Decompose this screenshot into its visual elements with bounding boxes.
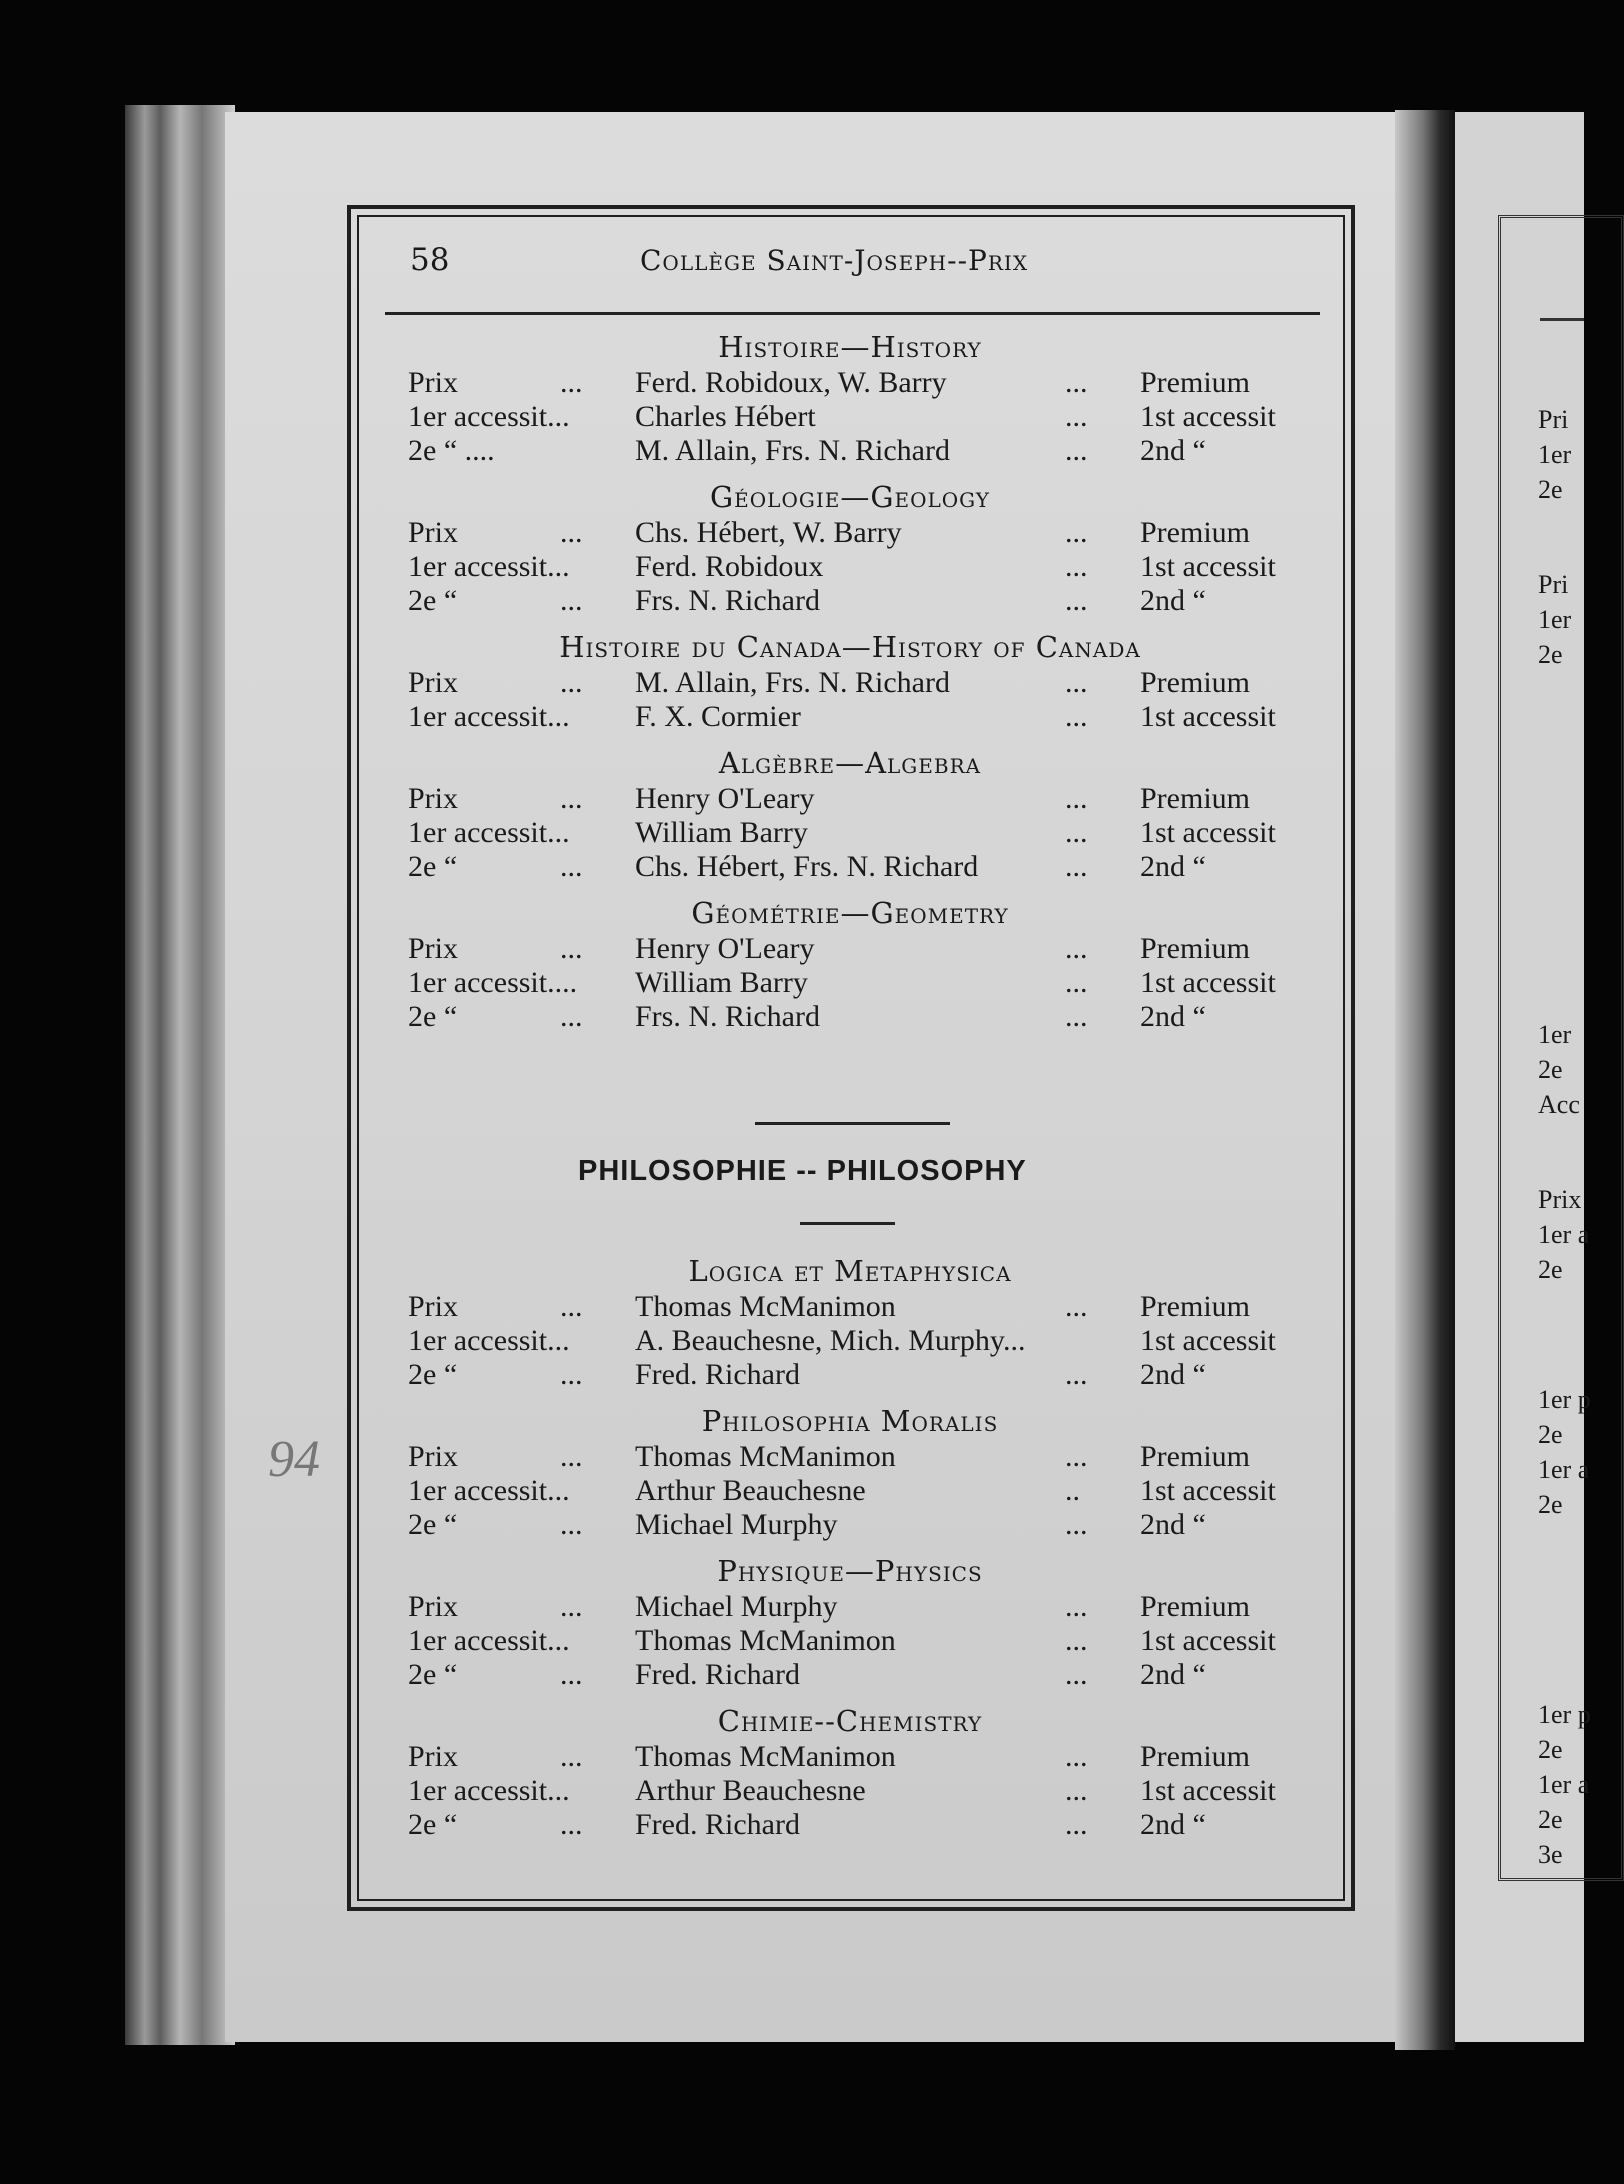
section-title: Algèbre—Algebra <box>718 746 982 780</box>
row-leader-1: ... <box>560 1290 583 1323</box>
row-label: 2e “ <box>408 1658 458 1691</box>
row-leader-2: ... <box>1065 400 1088 433</box>
prize-section <box>370 478 1330 618</box>
row-english: Premium <box>1140 782 1250 815</box>
facing-page-fragment: Prix <box>1538 1185 1582 1214</box>
row-name: William Barry <box>635 966 808 999</box>
row-english: 2nd “ <box>1140 434 1206 467</box>
facing-page-fragment: 1er <box>1538 440 1572 469</box>
row-leader-1: ... <box>560 1440 583 1473</box>
section-title: Physique—Physics <box>717 1554 983 1588</box>
book-page-edges <box>125 105 235 2045</box>
row-leader-1: ... <box>560 1808 583 1841</box>
book-gutter <box>1395 110 1455 2050</box>
facing-page-fragment: 1er p <box>1538 1385 1591 1414</box>
facing-page-fragment: Pri <box>1538 405 1569 434</box>
row-label: 1er accessit... <box>408 1474 570 1507</box>
row-leader-2: ... <box>1065 932 1088 965</box>
prize-row <box>370 1740 1330 1774</box>
row-english: 1st accessit <box>1140 550 1276 583</box>
prize-section <box>370 1702 1330 1842</box>
row-leader-2: ... <box>1065 1590 1088 1623</box>
row-label: 1er accessit... <box>408 1624 570 1657</box>
prize-section <box>370 744 1330 884</box>
row-name: Michael Murphy <box>635 1508 838 1541</box>
row-label: Prix <box>408 1590 459 1623</box>
row-english: 2nd “ <box>1140 1808 1206 1841</box>
row-name: Henry O'Leary <box>635 782 815 815</box>
row-english: Premium <box>1140 1740 1250 1773</box>
philosophy-heading: PHILOSOPHIE -- PHILOSOPHY <box>578 1155 1027 1187</box>
row-leader-2: ... <box>1065 966 1088 999</box>
facing-page-fragment: 3e <box>1538 1840 1563 1869</box>
row-leader-2: ... <box>1065 1358 1088 1391</box>
row-label: Prix <box>408 1440 459 1473</box>
prize-section <box>370 894 1330 1034</box>
row-english: Premium <box>1140 1590 1250 1623</box>
row-leader-1: ... <box>560 782 583 815</box>
row-leader-2: ... <box>1065 816 1088 849</box>
row-english: 2nd “ <box>1140 1358 1206 1391</box>
row-english: 1st accessit <box>1140 400 1276 433</box>
row-leader-1: ... <box>560 1000 583 1033</box>
section-title: Géologie—Geology <box>710 480 990 514</box>
row-english: 1st accessit <box>1140 1624 1276 1657</box>
prize-row <box>370 1590 1330 1624</box>
row-label: Prix <box>408 666 459 699</box>
prize-row <box>370 400 1330 434</box>
row-name: William Barry <box>635 816 808 849</box>
row-name: Michael Murphy <box>635 1590 838 1623</box>
facing-page-fragment: 1er a <box>1538 1455 1590 1484</box>
row-leader-2: ... <box>1065 700 1088 733</box>
row-label: 2e “ <box>408 850 458 883</box>
row-leader-2: ... <box>1065 782 1088 815</box>
facing-page-fragment: Pri <box>1538 570 1569 599</box>
row-label: 2e “ <box>408 1358 458 1391</box>
facing-page-fragment: 2e <box>1538 1255 1563 1284</box>
prize-row <box>370 966 1330 1000</box>
prize-row <box>370 584 1330 618</box>
facing-page-rule <box>1540 318 1584 321</box>
row-english: Premium <box>1140 1440 1250 1473</box>
row-leader-1: ... <box>560 366 583 399</box>
row-name: Frs. N. Richard <box>635 584 820 617</box>
facing-page-fragment: 1er p <box>1538 1700 1591 1729</box>
prize-row <box>370 1440 1330 1474</box>
prize-row <box>370 1290 1330 1324</box>
row-english: 1st accessit <box>1140 816 1276 849</box>
row-english: Premium <box>1140 516 1250 549</box>
facing-page-fragment: 2e <box>1538 640 1563 669</box>
facing-page-fragment: 1er a <box>1538 1770 1590 1799</box>
page-number: 58 <box>410 242 450 278</box>
row-name: A. Beauchesne, Mich. Murphy... <box>635 1324 1026 1357</box>
section-title: Histoire du Canada—History of Canada <box>559 630 1141 664</box>
row-name: Chs. Hébert, W. Barry <box>635 516 902 549</box>
row-english: 2nd “ <box>1140 1508 1206 1541</box>
row-english: Premium <box>1140 1290 1250 1323</box>
prize-row <box>370 1324 1330 1358</box>
row-name: Charles Hébert <box>635 400 816 433</box>
prize-section <box>370 1552 1330 1692</box>
page-header <box>410 242 1310 292</box>
row-leader-1: ... <box>560 584 583 617</box>
facing-page-fragment: 1er <box>1538 605 1572 634</box>
facing-page-fragment: 2e <box>1538 1805 1563 1834</box>
running-title: Collège Saint-Joseph--Prix <box>640 244 1029 277</box>
row-leader-2: ... <box>1065 550 1088 583</box>
prize-row <box>370 434 1330 468</box>
row-name: Ferd. Robidoux, W. Barry <box>635 366 947 399</box>
facing-page-fragment: 1er <box>1538 1020 1572 1049</box>
prize-section <box>370 1402 1330 1542</box>
row-name: Ferd. Robidoux <box>635 550 824 583</box>
row-label: 2e “ <box>408 584 458 617</box>
row-english: 1st accessit <box>1140 1774 1276 1807</box>
prize-row <box>370 1808 1330 1842</box>
facing-page-fragment: Acc <box>1538 1090 1580 1119</box>
row-leader-2: .. <box>1065 1474 1080 1507</box>
row-english: 2nd “ <box>1140 584 1206 617</box>
row-english: 2nd “ <box>1140 1658 1206 1691</box>
prize-row <box>370 1658 1330 1692</box>
row-leader-2: ... <box>1065 584 1088 617</box>
prize-row <box>370 1358 1330 1392</box>
row-name: M. Allain, Frs. N. Richard <box>635 666 950 699</box>
row-name: Thomas McManimon <box>635 1290 896 1323</box>
row-label: Prix <box>408 1740 459 1773</box>
row-english: Premium <box>1140 666 1250 699</box>
row-leader-2: ... <box>1065 850 1088 883</box>
row-leader-1: ... <box>560 666 583 699</box>
facing-page-fragment: 2e <box>1538 1420 1563 1449</box>
prize-row <box>370 1474 1330 1508</box>
row-name: Henry O'Leary <box>635 932 815 965</box>
row-leader-2: ... <box>1065 1000 1088 1033</box>
row-name: Frs. N. Richard <box>635 1000 820 1033</box>
row-label: 2e “ .... <box>408 434 495 467</box>
row-name: Fred. Richard <box>635 1358 800 1391</box>
row-leader-2: ... <box>1065 434 1088 467</box>
facing-page-fragment: 2e <box>1538 1490 1563 1519</box>
row-name: Arthur Beauchesne <box>635 1774 866 1807</box>
row-name: Thomas McManimon <box>635 1624 896 1657</box>
row-label: 1er accessit.... <box>408 966 578 999</box>
row-label: Prix <box>408 366 459 399</box>
prize-row <box>370 1624 1330 1658</box>
handwritten-margin-note: 94 <box>268 1431 320 1488</box>
prize-row <box>370 666 1330 700</box>
row-leader-2: ... <box>1065 1774 1088 1807</box>
row-label: Prix <box>408 782 459 815</box>
row-leader-2: ... <box>1065 1290 1088 1323</box>
row-leader-2: ... <box>1065 1508 1088 1541</box>
row-leader-2: ... <box>1065 1808 1088 1841</box>
row-leader-1: ... <box>560 1590 583 1623</box>
row-english: 1st accessit <box>1140 966 1276 999</box>
row-leader-1: ... <box>560 1740 583 1773</box>
prize-row <box>370 366 1330 400</box>
prize-row <box>370 1508 1330 1542</box>
facing-page-fragment: 2e <box>1538 1055 1563 1084</box>
section-title: Logica et Metaphysica <box>688 1254 1012 1288</box>
facing-page-fragment: 2e <box>1538 1735 1563 1764</box>
prize-row <box>370 816 1330 850</box>
prize-row <box>370 850 1330 884</box>
row-leader-2: ... <box>1065 1740 1088 1773</box>
row-label: 1er accessit... <box>408 816 570 849</box>
row-label: 1er accessit... <box>408 400 570 433</box>
row-english: 1st accessit <box>1140 1474 1276 1507</box>
row-leader-2: ... <box>1065 1658 1088 1691</box>
row-label: Prix <box>408 932 459 965</box>
prize-section <box>370 1252 1330 1392</box>
row-label: 1er accessit... <box>408 1324 570 1357</box>
row-label: 2e “ <box>408 1808 458 1841</box>
row-leader-1: ... <box>560 516 583 549</box>
section-title: Chimie--Chemistry <box>717 1704 983 1738</box>
row-name: M. Allain, Frs. N. Richard <box>635 434 950 467</box>
section-title: Histoire—History <box>718 330 982 364</box>
row-leader-2: ... <box>1065 1440 1088 1473</box>
prize-row <box>370 1000 1330 1034</box>
row-label: 2e “ <box>408 1000 458 1033</box>
row-leader-1: ... <box>560 850 583 883</box>
row-english: Premium <box>1140 932 1250 965</box>
row-leader-1: ... <box>560 1658 583 1691</box>
row-leader-2: ... <box>1065 666 1088 699</box>
row-leader-1: ... <box>560 1358 583 1391</box>
row-leader-1: ... <box>560 932 583 965</box>
row-name: Fred. Richard <box>635 1658 800 1691</box>
row-english: 2nd “ <box>1140 1000 1206 1033</box>
row-leader-2: ... <box>1065 366 1088 399</box>
prize-row <box>370 516 1330 550</box>
prize-section <box>370 328 1330 468</box>
divider-rule-top <box>755 1122 950 1125</box>
section-title: Géométrie—Geometry <box>691 896 1009 930</box>
row-english: 1st accessit <box>1140 700 1276 733</box>
row-label: Prix <box>408 516 459 549</box>
row-name: Thomas McManimon <box>635 1740 896 1773</box>
section-title: Philosophia Moralis <box>701 1404 999 1438</box>
row-label: Prix <box>408 1290 459 1323</box>
facing-page-fragment: 1er a <box>1538 1220 1590 1249</box>
prize-row <box>370 700 1330 734</box>
row-label: 1er accessit... <box>408 1774 570 1807</box>
row-english: Premium <box>1140 366 1250 399</box>
row-english: 1st accessit <box>1140 1324 1276 1357</box>
prize-section <box>370 628 1330 734</box>
row-name: Chs. Hébert, Frs. N. Richard <box>635 850 979 883</box>
row-name: Thomas McManimon <box>635 1440 896 1473</box>
facing-page-fragment: 2e <box>1538 475 1563 504</box>
row-leader-2: ... <box>1065 516 1088 549</box>
header-rule <box>385 312 1320 315</box>
prize-row <box>370 782 1330 816</box>
prize-row <box>370 932 1330 966</box>
row-label: 1er accessit... <box>408 700 570 733</box>
row-english: 2nd “ <box>1140 850 1206 883</box>
row-label: 2e “ <box>408 1508 458 1541</box>
prize-row <box>370 1774 1330 1808</box>
prize-row <box>370 550 1330 584</box>
row-leader-1: ... <box>560 1508 583 1541</box>
row-label: 1er accessit... <box>408 550 570 583</box>
row-name: Arthur Beauchesne <box>635 1474 866 1507</box>
divider-rule-bottom <box>800 1222 895 1225</box>
row-leader-2: ... <box>1065 1624 1088 1657</box>
row-name: F. X. Cormier <box>635 700 801 733</box>
row-name: Fred. Richard <box>635 1808 800 1841</box>
